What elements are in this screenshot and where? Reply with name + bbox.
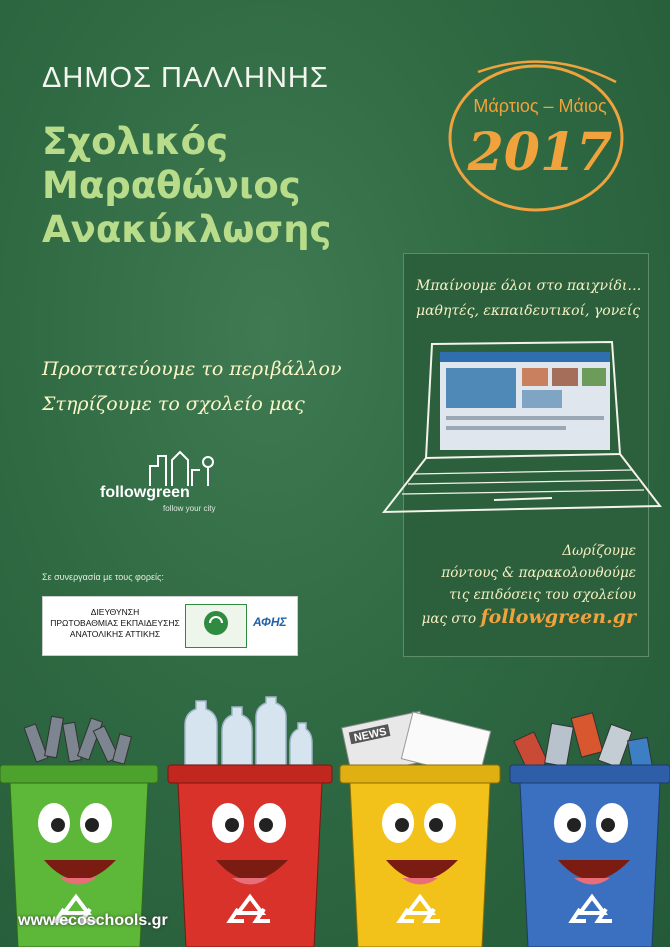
news-label: NEWS <box>352 725 388 745</box>
partners-box <box>42 596 298 656</box>
panel-line: τις επιδόσεις του σχολείου <box>449 587 636 603</box>
slogan-line: Προστατεύουμε το περιβάλλον <box>42 358 342 380</box>
title-line: Μαραθώνιος <box>42 164 301 207</box>
afis-logo: ΑΦΗΣ <box>253 615 287 629</box>
laptop-icon <box>374 334 664 534</box>
followgreen-logo <box>100 448 240 513</box>
recycling-org-logo <box>185 604 247 648</box>
panel-line: Μπαίνουμε όλοι στο παιχνίδι… <box>416 278 642 294</box>
date-year: 2017 <box>467 122 613 183</box>
recycling-bins-illustration <box>0 695 670 947</box>
campaign-title <box>42 120 331 252</box>
partners-label: Σε συνεργασία με τους φορείς: <box>42 572 164 582</box>
panel-line: Δωρίζουμε <box>562 543 636 559</box>
logo-name: followgreen <box>100 484 190 501</box>
site-prefix: μας στο <box>421 611 477 627</box>
dipe-line: ΔΙΕΥΘΥΝΣΗ <box>90 607 140 617</box>
panel-line: πόντους & παρακολουθούμε <box>441 565 636 581</box>
panel-line: μαθητές, εκπαιδευτικοί, γονείς <box>416 303 641 319</box>
info-panel <box>403 253 649 657</box>
panel-bottom-text <box>422 540 636 630</box>
municipality-name: ΔΗΜΟΣ ΠΑΛΛΗΝΗΣ <box>42 62 329 94</box>
slogan-line: Στηρίζουμε το σχολείο μας <box>42 393 305 415</box>
panel-site-line <box>422 606 636 630</box>
blue-bin-icon <box>510 713 670 947</box>
dipe-line: ΠΡΩΤΟΒΑΘΜΙΑΣ ΕΚΠΑΙΔΕΥΣΗΣ <box>50 618 180 628</box>
logo-tagline: follow your city <box>163 504 216 513</box>
date-badge <box>438 52 638 222</box>
city-skyline-icon <box>100 448 220 488</box>
footer-url: www.ecoschools.gr <box>18 912 168 929</box>
slogan <box>42 352 342 422</box>
red-bin-icon <box>168 697 332 947</box>
dipe-logo-text <box>47 607 183 640</box>
dipe-line: ΑΝΑΤΟΛΙΚΗΣ ΑΤΤΙΚΗΣ <box>69 629 161 639</box>
title-line: Ανακύκλωσης <box>42 208 332 251</box>
site-link: followgreen.gr <box>480 606 636 628</box>
date-months: Μάρτιος – Μάιος <box>473 96 607 116</box>
panel-top-text <box>416 274 641 324</box>
title-line: Σχολικός <box>42 120 229 163</box>
yellow-bin-icon <box>340 711 500 947</box>
